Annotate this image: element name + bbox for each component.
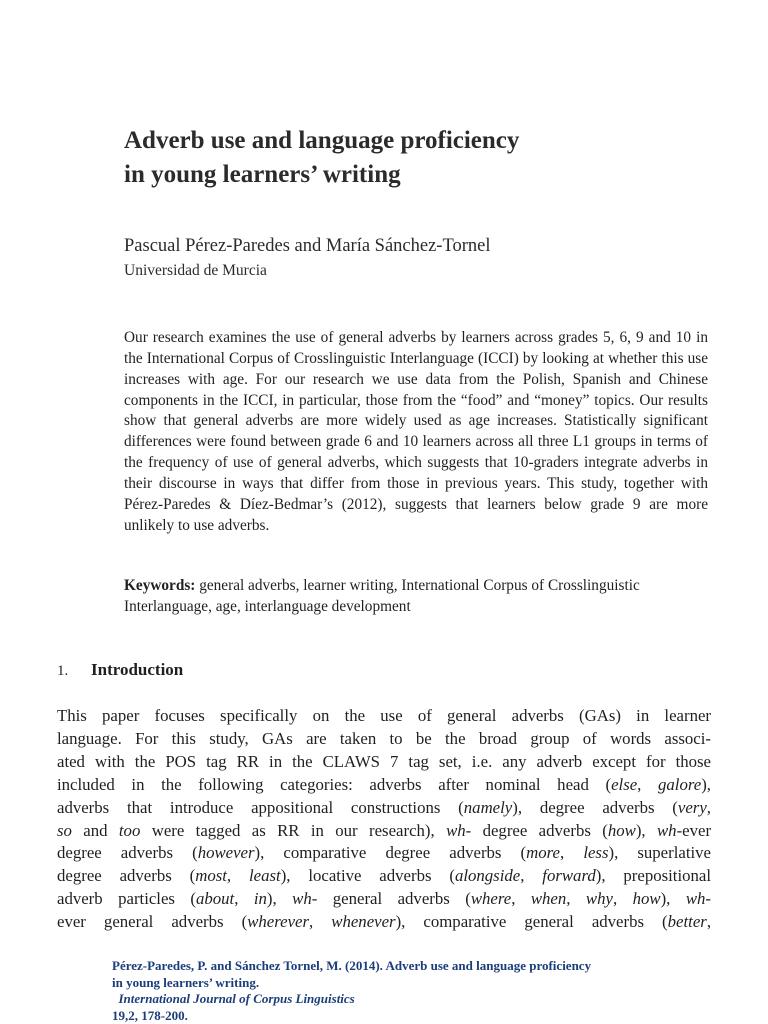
introduction-body bbox=[57, 705, 711, 934]
body-line: ever general adverbs (wherever, whenever), comparative general adverbs (better, bbox=[57, 912, 712, 932]
section-number: 1. bbox=[57, 663, 69, 679]
title-line-2: in young learners’ writing bbox=[124, 161, 401, 188]
body-line: degree adverbs (however), comparative degree adverbs (more, less), superlative bbox=[57, 843, 711, 863]
section-title: Introduction bbox=[91, 660, 184, 679]
keywords-text: general adverbs, learner writing, International Corpus of Crosslinguistic Interlanguage, age, interlanguage development bbox=[124, 577, 640, 615]
section-heading bbox=[57, 660, 183, 680]
body-line: so and too were tagged as RR in our research), wh- degree adverbs (how), wh-ever bbox=[57, 820, 712, 840]
body-line: This paper focuses specifically on the use of general adverbs (GAs) in learner bbox=[57, 706, 711, 725]
keywords bbox=[124, 575, 708, 617]
body-line: adverb particles (about, in), wh- general adverbs (where, when, why, how), wh- bbox=[57, 889, 712, 909]
citation bbox=[112, 958, 712, 1024]
title-line-1: Adverb use and language proficiency bbox=[124, 127, 520, 154]
citation-journal: International Journal of Corpus Linguistics bbox=[118, 991, 355, 1006]
citation-line-2 bbox=[112, 975, 712, 1024]
citation-title-end: in young learners’ writing. bbox=[112, 974, 260, 990]
abstract: Our research examines the use of general adverbs by learners across grades 5, 6, 9 and 10 in the International Corpus of Crosslinguistic Interlanguage (ICCI) by looking at whether this use increases with age. For our research we use data from the Polish, Spanish and Chinese components in the ICCI, in particular, those from the “food” and “money” topics. Our results show that general adverbs are more widely used as age increases. Statistically significant differences were found between grade 6 and 10 learners across all three L1 groups in terms of the frequency of use of general adverbs, which suggests that 10-graders integrate adverbs in their discourse in ways that differ from those in previous years. This study, together with Pérez-Paredes & Díez-Bedmar’s (2012), suggests that learners below grade 9 are more unlikely to use adverbs. bbox=[124, 329, 708, 534]
paper-title bbox=[124, 124, 724, 192]
body-line: adverbs that introduce appositional constructions (namely), degree adverbs (very, bbox=[57, 797, 711, 817]
body-line: ated with the POS tag RR in the CLAWS 7 tag set, i.e. any adverb except for those bbox=[57, 751, 711, 771]
authors: Pascual Pérez-Paredes and María Sánchez-Tornel bbox=[124, 236, 491, 256]
citation-details: 19,2, 178-200. bbox=[112, 1007, 188, 1023]
citation-line-1: Pérez-Paredes, P. and Sánchez Tornel, M. (2014). Adverb use and language proficiency bbox=[112, 958, 592, 973]
body-line: included in the following categories: adverbs after nominal head (else, galore), bbox=[57, 774, 711, 794]
affiliation: Universidad de Murcia bbox=[124, 262, 267, 279]
body-line: degree adverbs (most, least), locative adverbs (alongside, forward), prepositional bbox=[57, 866, 712, 886]
body-line: language. For this study, GAs are taken to be the broad group of words associ- bbox=[57, 728, 711, 748]
keywords-label: Keywords: bbox=[124, 577, 196, 594]
